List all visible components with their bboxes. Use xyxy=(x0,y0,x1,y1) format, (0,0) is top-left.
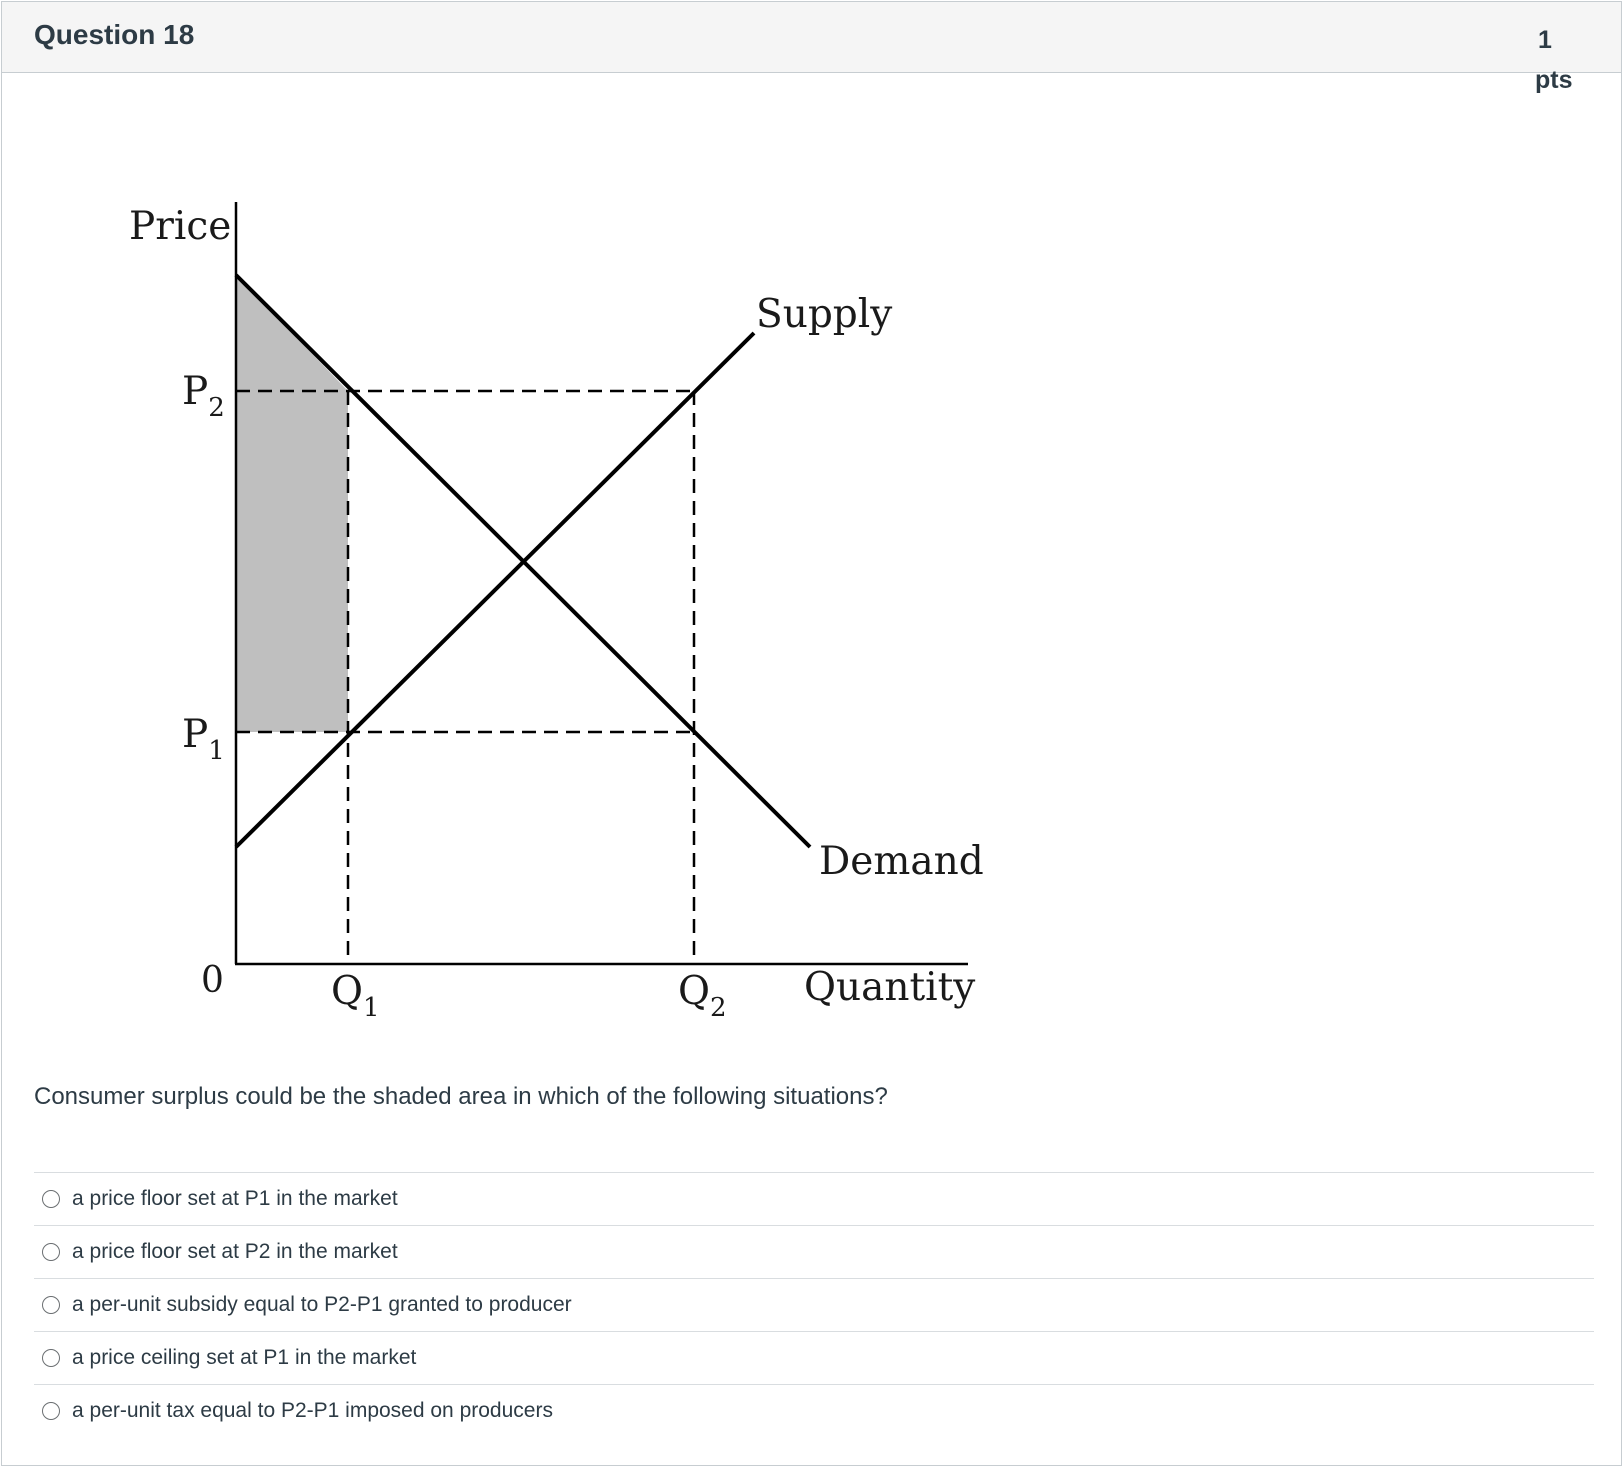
question-prompt: Consumer surplus could be the shaded area in which of the following situations? xyxy=(34,1083,888,1110)
shaded-area xyxy=(236,275,348,732)
p2-label: $P_2$ xyxy=(182,369,225,423)
answer-label: a price floor set at P1 in the market xyxy=(72,1187,398,1210)
x-axis-label: Quantity xyxy=(804,965,976,1010)
answer-option-1[interactable] xyxy=(34,1172,1594,1225)
answer-label: a per-unit subsidy equal to P2-P1 granted to producer xyxy=(72,1293,572,1316)
supply-label: Supply xyxy=(756,292,893,337)
radio-button[interactable] xyxy=(42,1296,60,1314)
answer-option-4[interactable] xyxy=(34,1331,1594,1384)
supply-demand-graph xyxy=(2,2,1002,1042)
p1-label: $P_1$ xyxy=(182,712,225,766)
answer-label: a price ceiling set at P1 in the market xyxy=(72,1346,417,1369)
radio-button[interactable] xyxy=(42,1243,60,1261)
points-unit: pts xyxy=(1535,66,1573,94)
answer-option-5[interactable] xyxy=(34,1384,1594,1437)
origin-label: 0 xyxy=(201,960,224,1001)
answer-list xyxy=(34,1172,1594,1437)
question-points xyxy=(1535,20,1595,100)
points-value: 1 xyxy=(1538,26,1552,54)
question-title: Question 18 xyxy=(34,19,195,50)
demand-label: Demand xyxy=(819,839,984,884)
answer-option-3[interactable] xyxy=(34,1278,1594,1331)
question-card xyxy=(1,1,1622,1466)
answer-label: a price floor set at P2 in the market xyxy=(72,1240,398,1263)
y-axis-label: Price xyxy=(129,204,232,249)
answer-label: a per-unit tax equal to P2-P1 imposed on producers xyxy=(72,1399,553,1422)
answer-option-2[interactable] xyxy=(34,1225,1594,1278)
radio-button[interactable] xyxy=(42,1349,60,1367)
radio-button[interactable] xyxy=(42,1190,60,1208)
radio-button[interactable] xyxy=(42,1402,60,1420)
q2-label: $Q_2$ xyxy=(678,969,727,1023)
q1-label: $Q_1$ xyxy=(331,969,380,1023)
